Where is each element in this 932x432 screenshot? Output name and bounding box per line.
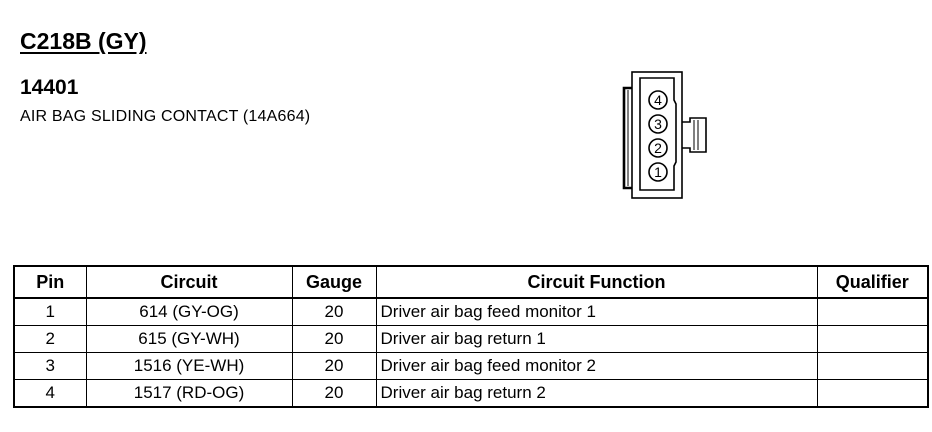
col-header-qualifier: Qualifier	[817, 266, 928, 298]
cell-pin: 4	[14, 380, 86, 408]
cell-circuit: 614 (GY-OG)	[86, 298, 292, 326]
cell-function: Driver air bag return 2	[376, 380, 817, 408]
connector-id: C218B (GY)	[20, 28, 147, 54]
component-description: AIR BAG SLIDING CONTACT (14A664)	[20, 108, 311, 125]
col-header-pin: Pin	[14, 266, 86, 298]
cell-gauge: 20	[292, 326, 376, 353]
cell-qualifier	[817, 326, 928, 353]
table-row	[14, 353, 928, 380]
cell-function: Driver air bag feed monitor 1	[376, 298, 817, 326]
pin-2-label: 2	[654, 140, 662, 156]
pin-4-label: 4	[654, 92, 662, 108]
cell-circuit: 615 (GY-WH)	[86, 326, 292, 353]
col-header-circuit: Circuit	[86, 266, 292, 298]
cell-gauge: 20	[292, 353, 376, 380]
cell-qualifier	[817, 353, 928, 380]
cell-circuit: 1517 (RD-OG)	[86, 380, 292, 408]
col-header-circuit-function: Circuit Function	[376, 266, 817, 298]
cell-qualifier	[817, 380, 928, 408]
cell-gauge: 20	[292, 298, 376, 326]
pin-3-label: 3	[654, 116, 662, 132]
cell-pin: 2	[14, 326, 86, 353]
connector-diagram	[618, 70, 718, 200]
component-number: 14401	[20, 76, 79, 99]
cell-pin: 3	[14, 353, 86, 380]
col-header-gauge: Gauge	[292, 266, 376, 298]
cell-function: Driver air bag return 1	[376, 326, 817, 353]
cell-qualifier	[817, 298, 928, 326]
table-row	[14, 326, 928, 353]
cell-pin: 1	[14, 298, 86, 326]
pin-1-label: 1	[654, 164, 662, 180]
table-header-row	[14, 266, 928, 298]
table-row	[14, 298, 928, 326]
pinout-table	[13, 265, 929, 408]
cell-function: Driver air bag feed monitor 2	[376, 353, 817, 380]
table-row	[14, 380, 928, 408]
cell-gauge: 20	[292, 380, 376, 408]
cell-circuit: 1516 (YE-WH)	[86, 353, 292, 380]
